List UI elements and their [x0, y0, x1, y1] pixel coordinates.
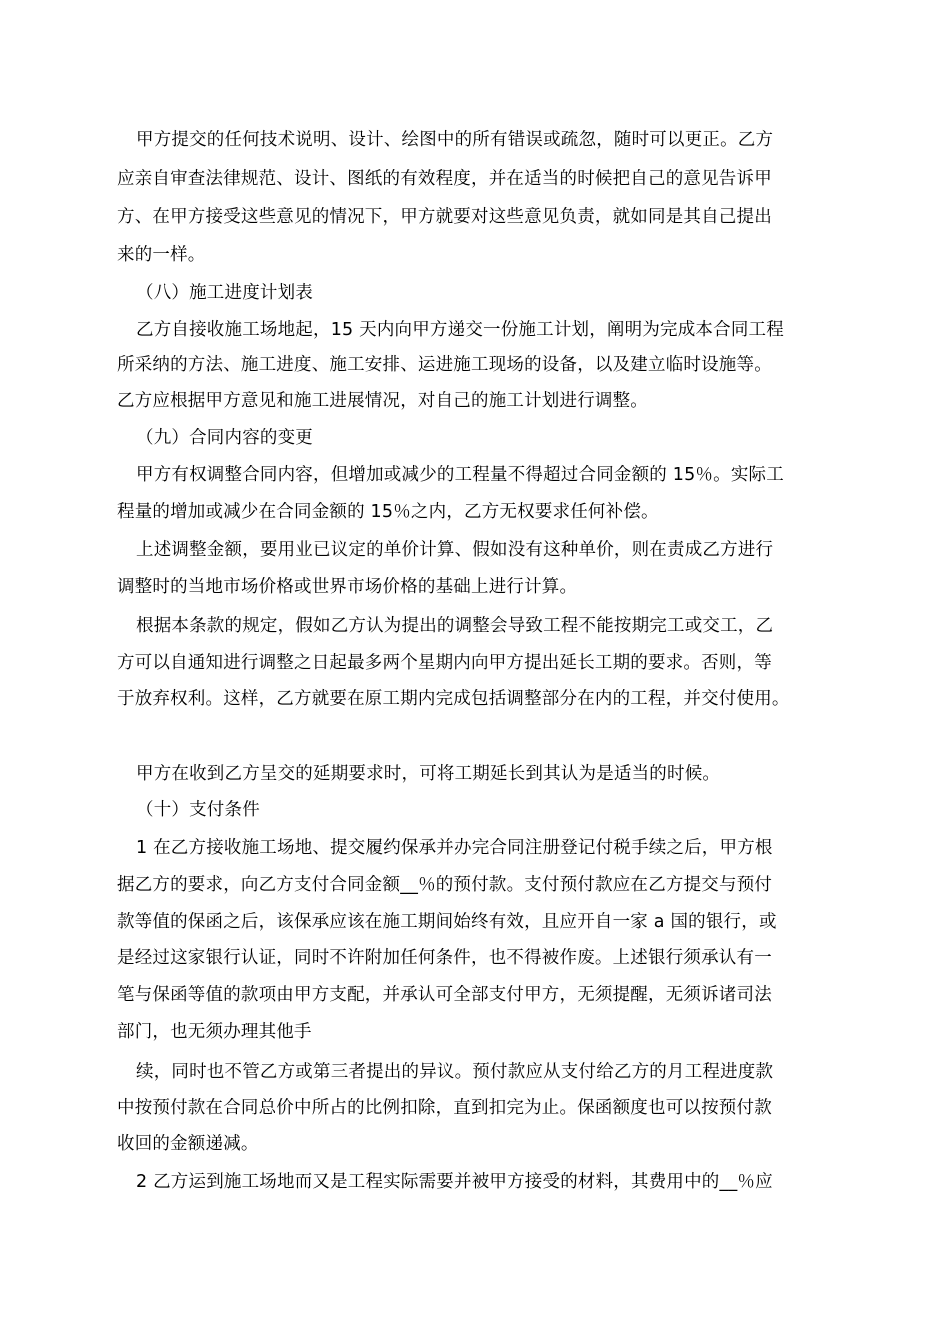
text-line: 收回的金额递减。: [117, 1134, 259, 1154]
text-line: 上述调整金额，要用业已议定的单价计算、假如没有这种单价，则在责成乙方进行: [136, 540, 774, 560]
text-line: 续，同时也不管乙方或第三者提出的异议。预付款应从支付给乙方的月工程进度款: [136, 1062, 774, 1082]
text-line: 1 在乙方接收施工场地、提交履约保承并办完合同注册登记付税手续之后，甲方根: [136, 838, 773, 858]
text-line: 2 乙方运到施工场地而又是工程实际需要并被甲方接受的材料，其费用中的__％应: [136, 1172, 773, 1192]
text-line: 中按预付款在合同总价中所占的比例扣除，直到扣完为止。保函额度也可以按预付款: [117, 1098, 772, 1118]
text-line: 方、在甲方接受这些意见的情况下，甲方就要对这些意见负责，就如同是其自己提出: [117, 207, 772, 227]
text-line: 来的一样。: [117, 245, 206, 265]
text-line: 款等值的保函之后，该保承应该在施工期间始终有效，且应开自一家 a 国的银行，或: [117, 912, 777, 932]
text-line: 方可以自通知进行调整之日起最多两个星期内向甲方提出延长工期的要求。否则，等: [117, 653, 772, 673]
text-line: 所采纳的方法、施工进度、施工安排、运进施工现场的设备，以及建立临时设施等。: [117, 355, 772, 375]
text-line: 部门，也无须办理其他手: [117, 1022, 312, 1042]
text-line: 是经过这家银行认证，同时不许附加任何条件，也不得被作废。上述银行须承认有一: [117, 948, 772, 968]
section-heading: （八）施工进度计划表: [136, 283, 313, 303]
text-line: 笔与保函等值的款项由甲方支配，并承认可全部支付甲方，无须提醒，无须诉诸司法: [117, 985, 772, 1005]
text-line: 根据本条款的规定，假如乙方认为提出的调整会导致工程不能按期完工或交工，乙: [136, 616, 774, 636]
text-line: 于放弃权利。这样，乙方就要在原工期内完成包括调整部分在内的工程，并交付使用。: [117, 689, 790, 709]
text-line: 应亲自审查法律规范、设计、图纸的有效程度，并在适当的时候把自己的意见告诉甲: [117, 169, 772, 189]
section-heading: （十）支付条件: [136, 800, 260, 820]
text-line: 甲方提交的任何技术说明、设计、绘图中的所有错误或疏忽，随时可以更正。乙方: [136, 130, 774, 150]
text-line: 调整时的当地市场价格或世界市场价格的基础上进行计算。: [117, 577, 578, 597]
text-line: 程量的增加或减少在合同金额的 15％之内，乙方无权要求任何补偿。: [117, 502, 659, 522]
text-line: 甲方在收到乙方呈交的延期要求时，可将工期延长到其认为是适当的时候。: [136, 764, 721, 784]
text-line: 乙方应根据甲方意见和施工进展情况，对自己的施工计划进行调整。: [117, 391, 648, 411]
section-heading: （九）合同内容的变更: [136, 428, 313, 448]
text-line: 乙方自接收施工场地起，15 天内向甲方递交一份施工计划，阐明为完成本合同工程: [136, 320, 784, 340]
text-line: 甲方有权调整合同内容，但增加或减少的工程量不得超过合同金额的 15％。实际工: [136, 465, 784, 485]
text-line: 据乙方的要求，向乙方支付合同金额__％的预付款。支付预付款应在乙方提交与预付: [117, 875, 773, 895]
